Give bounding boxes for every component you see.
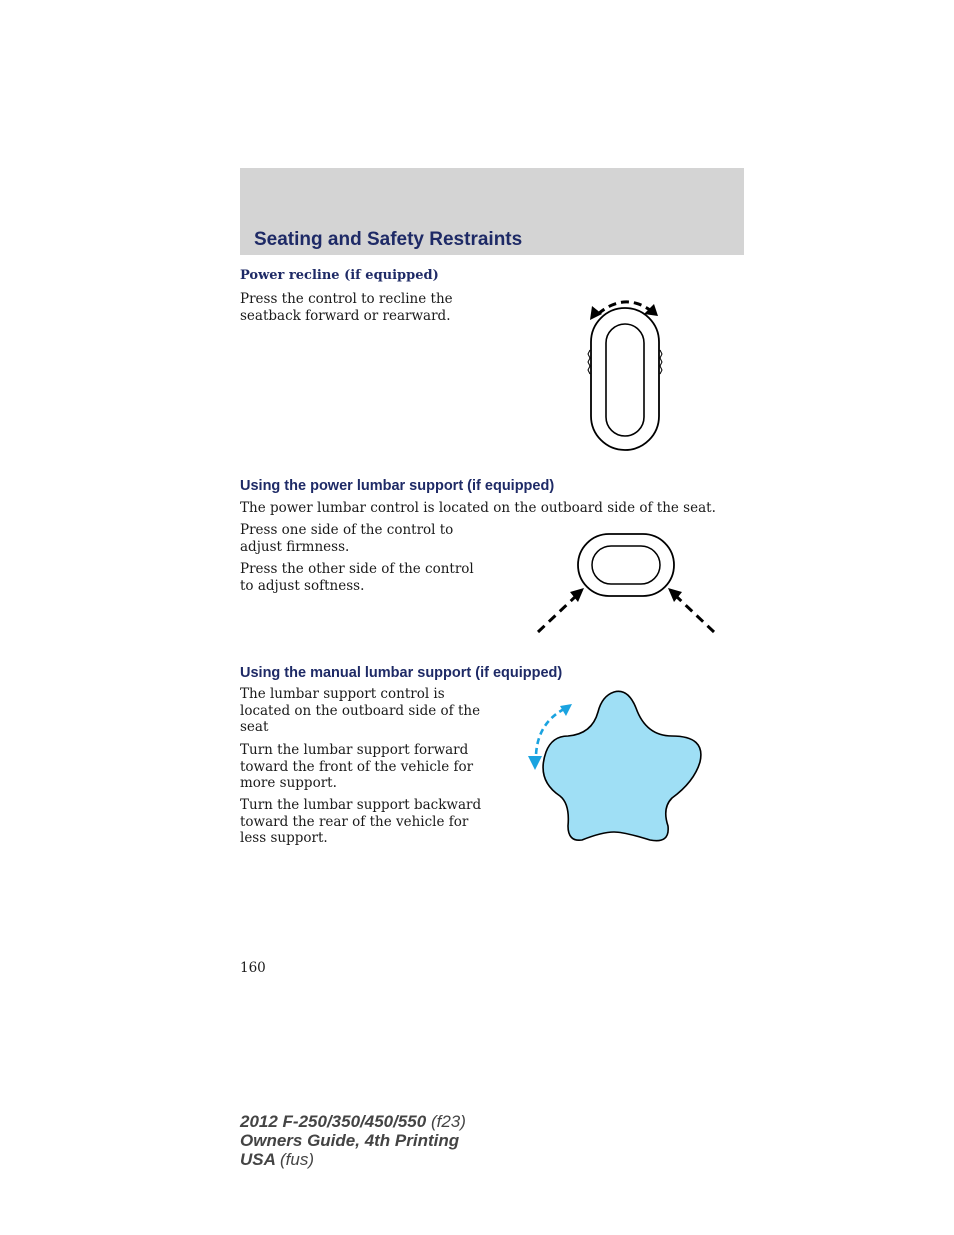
footer-model: 2012 F-250/350/450/550: [240, 1112, 427, 1131]
lumbar-knob-icon: [522, 686, 706, 846]
footer-model-line: [240, 1112, 466, 1131]
footer-region-code: (fus): [280, 1150, 314, 1169]
recline-paragraph: Press the control to recline the seatback forward or rearward.: [240, 291, 453, 324]
recline-heading: Power recline (if equipped): [240, 268, 439, 283]
document-footer: [240, 1112, 466, 1169]
manual-lumbar-paragraph-forward: Turn the lumbar support forward toward the front of the vehicle for more support.: [240, 742, 474, 791]
manual-lumbar-paragraph-backward: Turn the lumbar support backward toward the rear of the vehicle for less support.: [240, 797, 482, 846]
section-header-band: [240, 168, 744, 255]
power-lumbar-intro: The power lumbar control is located on the outboard side of the seat.: [240, 500, 716, 516]
footer-region-line: [240, 1150, 466, 1169]
manual-lumbar-heading: Using the manual lumbar support (if equipped): [240, 665, 563, 681]
power-lumbar-heading: Using the power lumbar support (if equipped): [240, 478, 555, 494]
page-number: 160: [240, 960, 266, 976]
lumbar-control-icon: [534, 532, 720, 636]
footer-model-code: (f23): [430, 1112, 466, 1131]
footer-region: USA: [240, 1150, 276, 1169]
manual-lumbar-paragraph-location: The lumbar support control is located on the outboard side of the seat: [240, 686, 481, 735]
power-lumbar-paragraph-softness: Press the other side of the control to adjust softness.: [240, 561, 474, 594]
page-section-title: Seating and Safety Restraints: [254, 229, 523, 250]
recline-control-icon: [578, 292, 674, 456]
footer-guide-line: Owners Guide, 4th Printing: [240, 1131, 460, 1150]
power-lumbar-paragraph-firmness: Press one side of the control to adjust firmness.: [240, 522, 454, 555]
